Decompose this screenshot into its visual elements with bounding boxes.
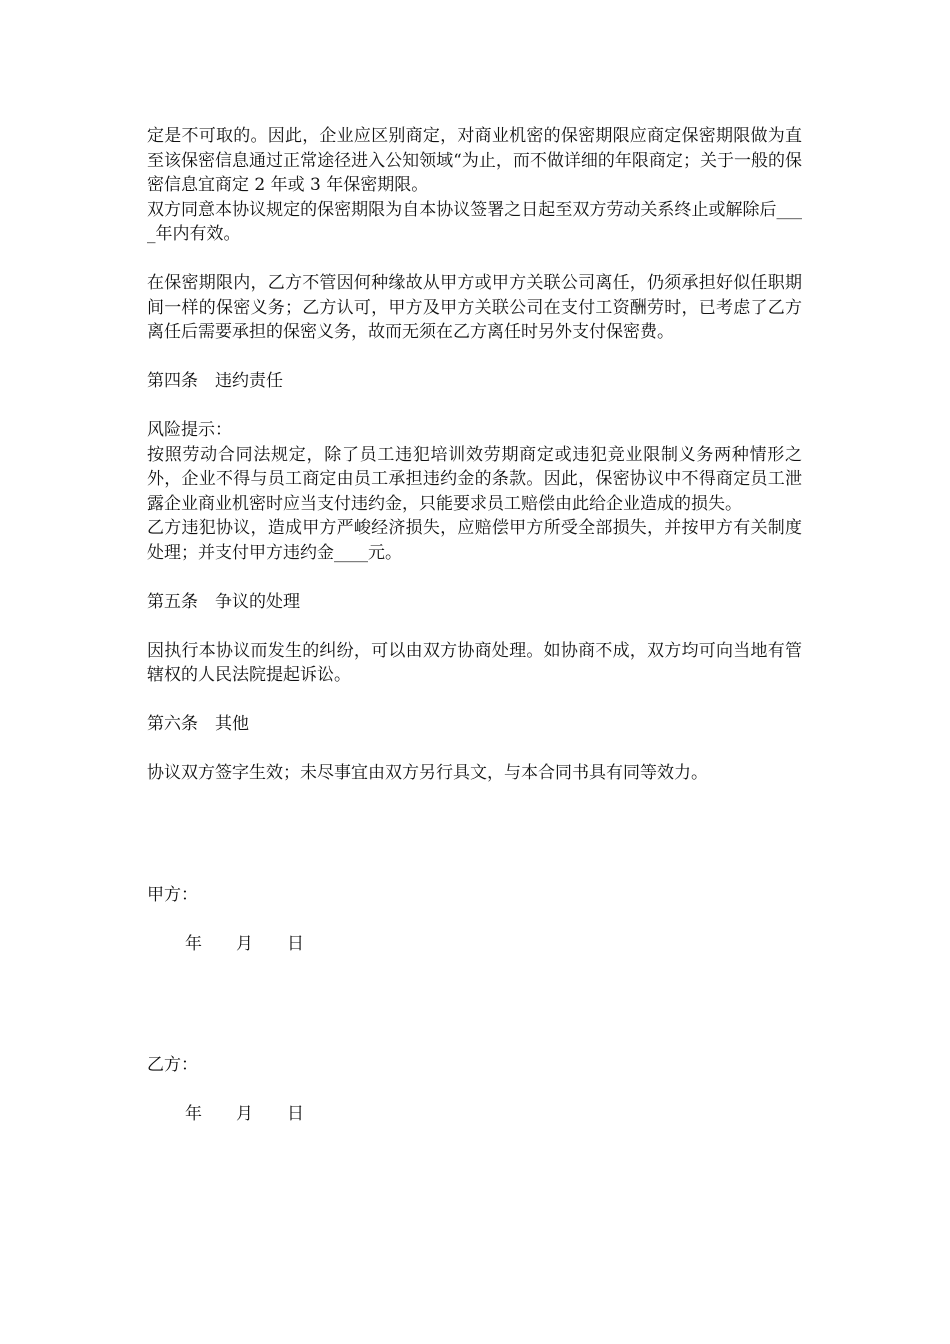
spacer: [147, 737, 802, 762]
section-heading-article-5: 第五条 争议的处理: [147, 591, 300, 612]
spacer: [147, 908, 802, 933]
spacer: [147, 786, 802, 859]
paragraph-confidentiality-period-advice: 定是不可取的。因此，企业应区别商定，对商业机密的保密期限应商定保密期限做为直至该保密信息通过正常途径进入公知领域“为止，而不做详细的年限商定；关于一般的保密信息宜商定 2 年或 3 年保密期限。: [147, 126, 802, 195]
paragraph-confidentiality-period-agreement: 双方同意本协议规定的保密期限为自本协议签署之日起至双方劳动关系终止或解除后____年内有效。: [147, 199, 802, 244]
spacer: [147, 859, 802, 884]
paragraph-risk-notice: 按照劳动合同法规定，除了员工违犯培训效劳期商定或违犯竞业限制义务两种情形之外，企业不得与员工商定由员工承担违约金的条款。因此，保密协议中不得商定员工泄露企业商业机密时应当支付违约金，只能要求员工赔偿由此给企业造成的损失。: [147, 444, 802, 514]
spacer: [147, 1029, 802, 1054]
spacer: [147, 688, 802, 713]
spacer: [147, 614, 802, 639]
paragraph-breach-liability: 乙方违犯协议，造成甲方严峻经济损失，应赔偿甲方所受全部损失，并按甲方有关制度处理；并支付甲方违约金____元。: [147, 518, 802, 563]
party-b-signature-label: 乙方：: [147, 1055, 198, 1075]
paragraph-effectiveness: 协议双方签字生效；未尽事宜由双方另行具文，与本合同书具有同等效力。: [147, 763, 708, 783]
document-body: [147, 124, 802, 1127]
spacer: [147, 565, 802, 590]
party-b-date-line: 年 月 日: [185, 1104, 304, 1124]
paragraph-dispute-resolution: 因执行本协议而发生的纠纷，可以由双方协商处理。如协商不成，双方均可向当地有管辖权的人民法院提起诉讼。: [147, 640, 802, 685]
paragraph-post-departure-obligation: 在保密期限内，乙方不管因何种缘故从甲方或甲方关联公司离任，仍须承担好似任职期间一样的保密义务；乙方认可，甲方及甲方关联公司在支付工资酬劳时，已考虑了乙方离任后需要承担的保密义务，故而无须在乙方离任时另外支付保密费。: [147, 273, 802, 342]
section-heading-article-6: 第六条 其他: [147, 714, 249, 734]
section-heading-article-4: 第四条 违约责任: [147, 371, 283, 391]
spacer: [147, 1078, 802, 1103]
spacer: [147, 957, 802, 1029]
risk-notice-label: 风险提示：: [147, 420, 232, 440]
spacer: [147, 394, 802, 419]
spacer: [147, 247, 802, 272]
party-a-signature-label: 甲方：: [147, 885, 198, 905]
spacer: [147, 345, 802, 370]
party-a-date-line: 年 月 日: [185, 934, 304, 954]
